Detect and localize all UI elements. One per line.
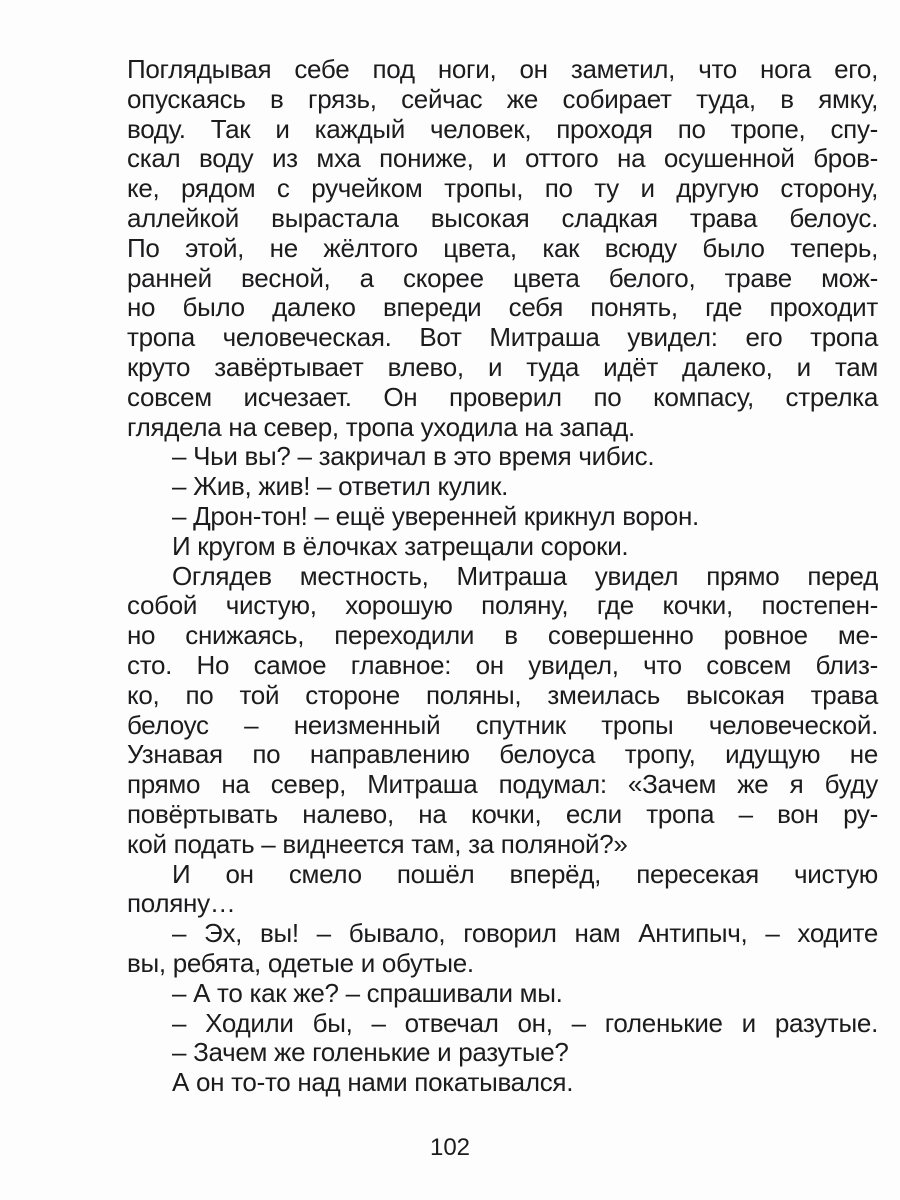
text-line: прямо на север, Митраша подумал: «Зачем же я буду [127,769,878,800]
text-line: поляну… [127,888,236,919]
text-line: Узнавая по направлению белоуса тропу, идущую не [127,739,878,770]
text-line: Оглядев местность, Митраша увидел прямо перед [172,560,878,591]
text-line: сто. Но самое главное: он увидел, что совсем близ- [127,649,878,680]
text-line: ке, рядом с ручейком тропы, по ту и другую сторону, [127,173,878,204]
text-line: скал воду из мха пониже, и оттого на осушенной бров- [127,143,878,174]
text-line: – Эх, вы! – бывало, говорил нам Антипыч, – ходите [172,918,878,949]
text-line: ко, по той стороне поляны, змеилась высокая трава [127,679,878,710]
text-line: И он смело пошёл вперёд, пересекая чистую [172,858,878,889]
text-line: круто завёртывает влево, и туда идёт далеко, и там [127,351,878,382]
text-line: но было далеко впереди себя понять, где проходит [127,292,878,323]
page-body-text [127,55,878,1098]
text-line: опускаясь в грязь, сейчас же собирает туда, в ямку, [127,83,878,114]
text-line: – Чьи вы? – закричал в это время чибис. [172,441,655,472]
text-line: – Зачем же голенькие и разутые? [172,1037,569,1068]
text-line: Поглядывая себе под ноги, он заметил, что нога его, [127,54,878,84]
text-line: – Дрон-тон! – ещё уверенней крикнул ворон. [172,500,699,531]
text-line: собой чистую, хорошую поляну, где кочки, постепен- [127,590,878,621]
text-line: ранней весной, а скорее цвета белого, траве мож- [127,262,878,293]
text-line: аллейкой вырастала высокая сладкая трава белоус. [127,202,878,233]
text-line: вы, ребята, одетые и обутые. [127,947,474,978]
page-number: 102 [429,1134,471,1161]
text-line: И кругом в ёлочках затрещали сороки. [172,530,629,561]
text-line: – Жив, жив! – ответил кулик. [172,471,509,502]
text-line: но снижаясь, переходили в совершенно ровное ме- [127,620,878,651]
text-line: По этой, не жёлтого цвета, как всюду было теперь, [127,232,878,263]
text-line: белоус – неизменный спутник тропы человеческой. [127,709,878,740]
text-line: повёртывать налево, на кочки, если тропа – вон ру- [127,798,878,829]
text-line: воду. Так и каждый человек, проходя по тропе, спу- [127,113,878,144]
text-line: кой подать – виднеется там, за поляной?» [127,828,628,859]
text-line: – А то как же? – спрашивали мы. [172,977,563,1008]
text-line: А он то-то над нами покатывался. [172,1067,574,1098]
text-line: тропа человеческая. Вот Митраша увидел: его тропа [127,322,878,353]
text-line: глядела на север, тропа уходила на запад. [127,411,635,442]
text-line: – Ходили бы, – отвечал он, – голенькие и разутые. [172,1007,878,1038]
text-line: совсем исчезает. Он проверил по компасу, стрелка [127,381,878,412]
